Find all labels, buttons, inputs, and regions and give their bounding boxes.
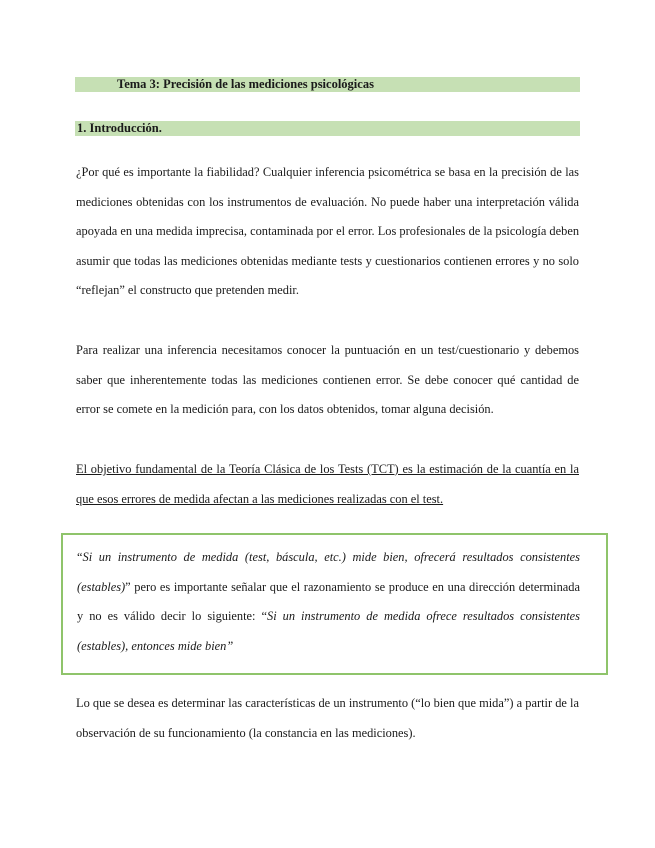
quote-close-mark: ” [226, 638, 234, 653]
section-heading: 1. Introducción. [75, 121, 580, 136]
quote-italic-part-1: Si un instrumento de medida (test, báscula, etc.) mide bien, ofrecerá resultados consistentes (estables) [77, 550, 580, 594]
document-title: Tema 3: Precisión de las mediciones psicológicas [75, 77, 580, 92]
quote-plain-part: ” pero es importante señalar que el razonamiento se produce en una dirección determinada y no es válido decir lo siguiente: “ [77, 579, 580, 623]
paragraph-fiabilidad: ¿Por qué es importante la fiabilidad? Cualquier inferencia psicométrica se basa en la precisión de las mediciones obtenidas con los instrumentos de evaluación. No puede haber una interpretación válida apoyada en una medida imprecisa, contaminada por el error. Los profesionales de la psicología deben asumir que todas las mediciones obtenidas mediante tests y cuestionarios contienen errores y no solo “reflejan” el constructo que pretenden medir. [76, 165, 580, 297]
paragraph-caracteristicas: Lo que se desea es determinar las características de un instrumento (“lo bien que mida”) a partir de la observación de su funcionamiento (la constancia en las mediciones). [76, 696, 579, 740]
quote-open-mark: “ [77, 550, 83, 564]
paragraph-objetivo-tct: El objetivo fundamental de la Teoría Clásica de los Tests (TCT) es la estimación de la cuantía en la que esos errores de medida afectan a las mediciones realizadas con el test. [76, 462, 579, 506]
quote-box [61, 533, 608, 675]
quote-text [77, 543, 580, 661]
paragraph-inferencia: Para realizar una inferencia necesitamos conocer la puntuación en un test/cuestionario y debemos saber que inherentemente todas las mediciones contienen error. Se debe conocer qué cantidad de error se comete en la medición para, con los datos obtenidos, tomar alguna decisión. [76, 343, 579, 416]
quote-italic-part-2: Si un instrumento de medida ofrece resultados consistentes (estables), entonces mide bien [77, 609, 580, 653]
